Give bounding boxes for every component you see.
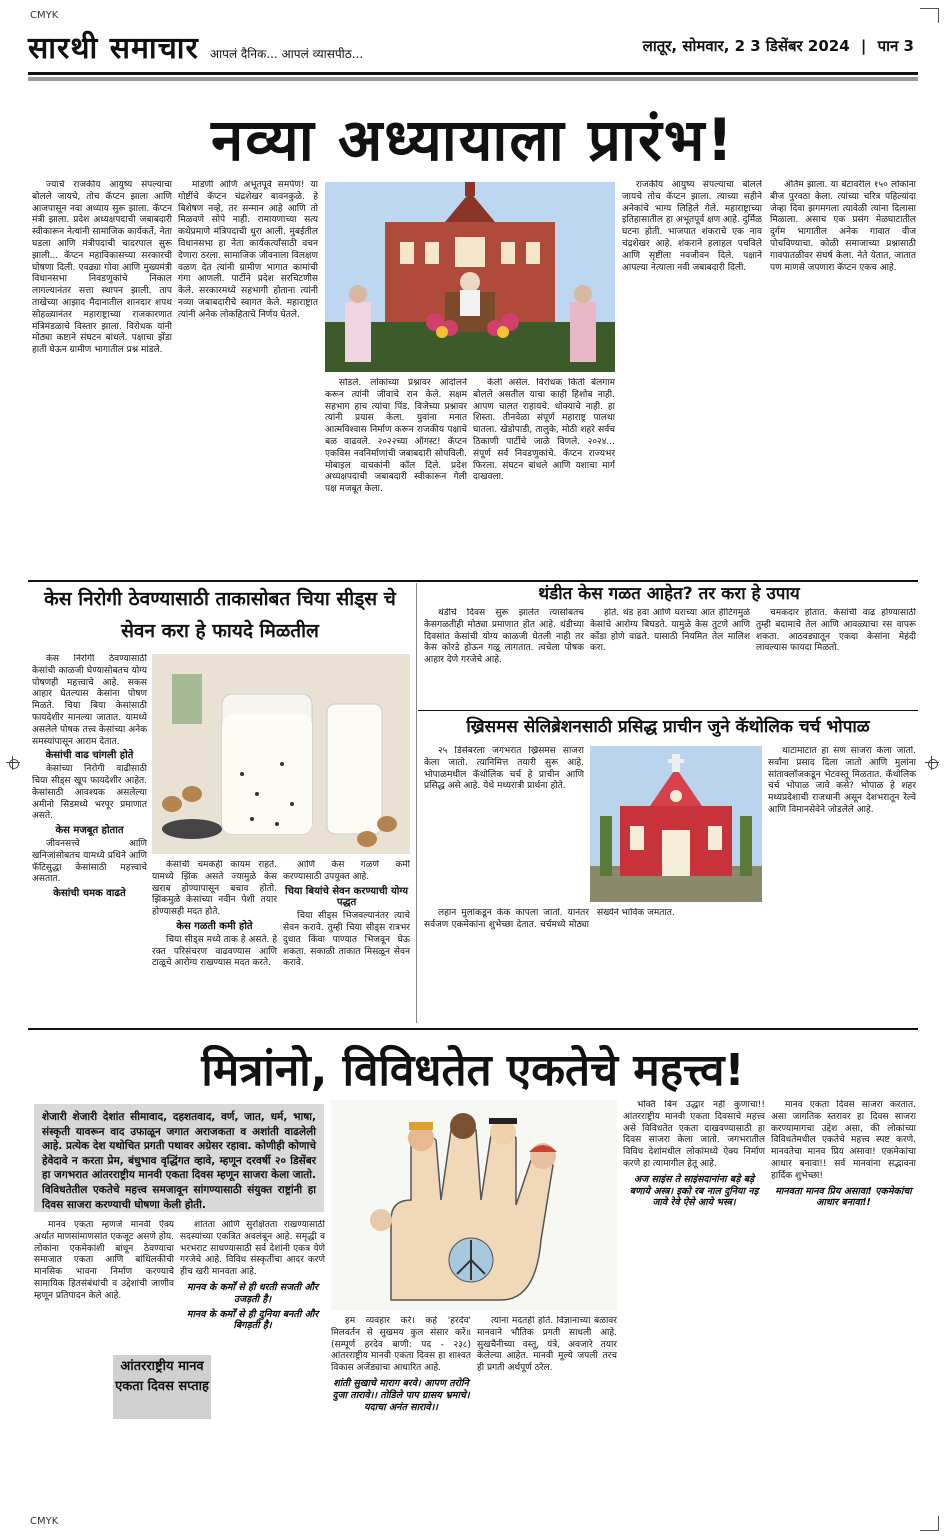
chia-text: केसांची चमकही कायम राहते. यामध्ये झिंक असते ज्यामुळे केस खराब होण्यापासून बचाव होतो. झिंकमुळे केसांच्या नवीन पेशी तयार होण्यासही मदत होते. xyxy=(152,860,277,918)
chia-text: केसांच्या निरोगी वाढीसाठी चिया सीड्स खूप फायदेशीर आहेत. केसांसाठी आवश्यक असलेल्या अमीनो सिडमध्ये भरपूर प्रमाणात असते. xyxy=(32,764,147,822)
unity-col-2 xyxy=(180,1220,325,1510)
unity-quote: मानव के कर्मों से ही धरती सजती और उजड़ती है। xyxy=(186,1281,319,1305)
corner-mark xyxy=(920,8,939,23)
lead-col-6 xyxy=(770,180,916,575)
cmyk-mark-bottom: CMYK xyxy=(30,1516,59,1527)
unity-quote: शांती सुखाचे माराग बरवे। आपण तरोनि दुजा तारावे।। तोडिले पाप ग्रासय भ्रमाचे। यदाचा अनंत सारावे।। xyxy=(332,1377,470,1413)
chia-drink-illustration xyxy=(152,654,410,854)
cold-text: होते. थंड हवा आणि घराच्या आत हीटिंगमुळे केसांचे आरोग्य बिघडते. यामुळे केस तुटणे आणि कोंडा होणे वाढते. यासाठी नियमित तेल मालिश करा. xyxy=(590,608,750,654)
dateline: लातूर, सोमवार, 2 3 डिसेंबर 2024 | पान 3 xyxy=(642,37,914,55)
lead-col-3 xyxy=(325,378,467,575)
lead-text: राजकीय आयुष्य संपल्याचा बोलले जायचे तोच कॅप्टन झाला. त्याच्या सहीने अनेकांचे भाग्य लिहिले गेले. महाराष्ट्राच्या इतिहासातील हा अभूतपूर्व क्षण आहे. दुर्मिळ घटना होती. भाजपात शंकराचे एक नाव चंद्रशेखर आहे. शंकराने हलाहल पचविले आणि सृष्टीला नवजीवन दिले. पक्षाने आपल्या नेत्याला नवी जबाबदारी दिली. xyxy=(622,180,762,273)
cold-text: थंडीचे दिवस सुरू झालेत त्यासोबतच केसगळतीही मोठ्या प्रमाणात होत आहे. थंडीच्या दिवसांत केसांची योग्य काळजी घेतली नाही तर केस कोरडे होऊन गळू लागतात. त्वचेला पोषक आहार देणे गरजेचे आहे. xyxy=(424,608,584,666)
chia-col-2 xyxy=(152,860,277,1025)
church-col-2 xyxy=(424,908,762,1024)
unity-text: शांतता आणि सुरक्षितता राखण्यासाठी सदस्यांच्या एकत्रित अवलंबून आहे. समृद्धी व भरभराट साधण्यासाठी सर्व देशांनी एकत्र येणे गरजेचे आहे. विविध संस्कृतींचा आदर करणे हीच खरी मानवता आहे. xyxy=(180,1220,325,1278)
chia-photo xyxy=(152,654,410,854)
church-text: २५ डिसेंबरला जगभरात ख्रिसमस साजरा केला जातो. त्यानिमित्त तयारी सुरू आहे. भोपाळमधील कॅथोलिक चर्च हे प्राचीन आणि प्रसिद्ध असे आहे. येथे मध्यरात्री प्रार्थना होते. xyxy=(424,746,584,792)
church-col-1 xyxy=(424,746,584,856)
hand-unity-illustration xyxy=(331,1100,617,1310)
chia-text: आणि केस गळणे कमी करण्यासाठी उपयुक्त आहे. xyxy=(283,860,410,882)
masthead-rule-gray xyxy=(28,77,918,81)
column-rule xyxy=(416,583,417,1023)
chia-subhead: केस गळती कमी होते xyxy=(176,920,253,932)
date: लातूर, सोमवार, 2 3 डिसेंबर 2024 xyxy=(642,37,850,55)
church-text: लहान मुलांकडून केक कापला जातो. यानंतर सर्वजण एकमेकांना शुभेच्छा देतात. चर्चमध्ये मोठ्या संख्येने भाविक जमतात. xyxy=(424,908,675,930)
unity-sidebox: आंतरराष्ट्रीय मानव एकता दिवस सप्ताह xyxy=(113,1355,211,1419)
lead-text: ज्याचे राजकीय आयुष्य संपल्याचा बोलले जायचे, तोच कॅप्टन झाला आणि आजपासून नवा अध्याय सुरू झाला. कॅप्टन मंत्री झाला. प्रदेश अध्यक्षपदाची जबाबदारी स्वीकारून नेत्यांनी सामाजिक कार्यकर्ते, नेता घडला आणि मंत्रीपदाची चादरपाल सुरू झाली... कॅप्टन महाविकासच्या सरकारची घोषणा दिली. एवढ्या गोवा आणि मुख्यमंत्री विधानसभा निवडणुकांचे निकाल लागल्यानंतर सत्ता स्थापन झाली. ताप ताखेच्या आझाद मैदानातील शानदार शपथ सोहळ्यानंतर महाराष्ट्राच्या राजकारणात मंत्रिमंडळाचे विस्तार झाला. विरोधक यांनी मोठ्या कष्टाने संघटन बांधले. पक्षाचा झेंडा हाती घेऊन ग्रामीण भागातील प्रश्न मांडले. xyxy=(32,180,172,356)
lead-col-5 xyxy=(622,180,762,575)
cold-col-3 xyxy=(756,608,916,708)
lead-col-1 xyxy=(32,180,172,575)
section-divider xyxy=(28,580,918,582)
masthead xyxy=(28,26,918,70)
cold-text: चमकदार होतात. केसांची वाढ होण्यासाठी तुम्ही बदामाचे तेल आणि आवळ्याचा रस वापरू शकता. आठवड्यातून एकदा केसांना मेहंदी लावल्यास फायदा मिळतो. xyxy=(756,608,916,654)
chia-text: चिया सीड्स भिजवल्यानंतर त्याचे सेवन करावे. तुम्ही चिया सीड्स रात्रभर दुधात किंवा पाण्यात भिजवून घेऊ शकता. सकाळी ताकात मिसळून सेवन करावे. xyxy=(283,911,410,969)
chia-text: केस निरोगी ठेवण्यासाठी केसांची काळजी घेण्यासोबतच योग्य पोषणही महत्त्वाचे आहे. सकस आहार घेतल्यास केसांना पोषण मिळते. चिया बिया केसांसाठी फायदेशीर मानल्या जातात. यामध्ये असलेले पोषक तत्त्व केसांच्या अनेक समस्यांपासून आराम देतात. xyxy=(32,654,147,747)
lead-col-2 xyxy=(178,180,318,575)
lead-photo-illustration xyxy=(325,182,615,372)
section-divider xyxy=(418,710,918,711)
church-headline: ख्रिसमस सेलिब्रेशनसाठी प्रसिद्ध प्राचीन जुने कॅथोलिक चर्च भोपाळ xyxy=(466,717,870,737)
church-col-3 xyxy=(768,746,916,1024)
chia-headline: केस निरोगी ठेवण्यासाठी ताकासोबत चिया सीड्स चे सेवन करा हे फायदे मिळतील xyxy=(44,588,396,642)
unity-quote: मानवता मानव प्रिय असावा! एकमेकांचा आधार बनावा!! xyxy=(775,1185,912,1209)
unity-text: मानव एकता म्हणजे मानवी ऐक्य अर्थात माणसांमाणसांत एकजूट असणे होय. लोकांना एकमेकांशी बांधून ठेवण्याचा समाजात एकता आणि बांधिलकीची मानसिक भावना निर्माण करण्याचे सामायिक हितसंबंधांची व उद्देशांची जाणीव म्हणून प्रतिपादन केले आहे. xyxy=(34,1220,174,1301)
lead-text: अंतिम झाला. या बेटावरील १५० लोकांना बीज पुरवठा केला. त्यांच्या चरित्र पहिल्यांदा जेव्हा दिवा झगमगला त्यावेळी त्यांना दिलासा मिळाला. असाच एक प्रसंग मेळघाटातील दुर्गम भागातील अनेक गावात वीज पोचविण्याचा. कोळी समाजाच्या प्रश्नासाठी गावपातळीवर संघर्ष केला. नेते येतात, जातात पण माणसे जपणारा कॅप्टन एकच आहे. xyxy=(770,180,916,273)
cold-headline: थंडीत केस गळत आहेत? तर करा हे उपाय xyxy=(538,584,800,604)
lead-text: सोडले. लोकांच्या प्रश्नावर आंदोलने करून त्यांनी जीवाचे रान केले. सक्षम सहभाग हाच त्यांचा पिंड. विजेच्या प्रश्नावर त्यांनी प्रयास केला. युवांना मनात आत्मविश्वास निर्माण करून राजकीय पक्षाचे बळ वाढवले. २०२२च्या ऑगस्ट! कॅप्टन एकविस नवनिर्माणांची जबाबदारी सोपविली. मोबाइल वाचकांनी कॉल दिले. प्रदेश अध्यक्षपदाची जबाबदारी स्वीकारून गेली पक्ष मजबूत केला. xyxy=(325,378,467,495)
section-divider xyxy=(28,1028,918,1030)
unity-text: भक्ति बिन उद्धार नहीं कुणाचा!! आंतरराष्ट्रीय मानवी एकता दिवसाचे महत्त्व असे विविधतेत एकता दाखवण्यासाठी हा दिवस साजरा केला जातो. जगभरातील विविध देशांमधील लोकांमध्ये ऐक्य निर्माण करणे हा त्यामागील हेतू आहे. xyxy=(623,1100,765,1169)
newspaper-logo: सारथी समाचार xyxy=(28,31,199,66)
chia-subhead: केसांची चमक वाढते xyxy=(53,888,126,900)
unity-text: मानव एकता दिवस साजरा करतात. असा जागतिक स्तरावर हा दिवस साजरा करण्यामागचा उद्देश असा, की लोकांच्या विविधतेमधील एकतेचे महत्त्व स्पष्ट करणे. मानवतेचा मानव प्रिय असावा! एकमेकांचा आधार बनावा!! सर्व मानवांना सद्भावना हार्दिक शुभेच्छा! xyxy=(771,1100,916,1181)
cold-col-2 xyxy=(590,608,750,708)
crosshair-icon xyxy=(925,756,939,770)
unity-col-4 xyxy=(477,1316,617,1516)
unity-text: त्यांना मदतही होते. विज्ञानाच्या बळावर मानवाने भौतिक प्रगती साधली आहे. सुखचैनीच्या वस्तू, यंत्रे, अवजारे तयार केलेल्या आहेत. मानवी मूल्ये जपली तरच ही प्रगती अर्थपूर्ण ठरेल. xyxy=(477,1316,617,1374)
chia-subhead: केसांची वाढ चांगली होते xyxy=(45,750,134,762)
unity-quote: मानव के कर्मों से ही दुनिया बनती और बिगड़ती है। xyxy=(186,1308,319,1332)
unity-quote: अज साइंस ते साइंसदानांना बड़े बड़े बणाये अस्त्र। इको रब नाल दुनिया नइ जावे रेवे ऐसे आये भस्त्र। xyxy=(629,1173,759,1209)
chia-col-3 xyxy=(283,860,410,1025)
lead-photo xyxy=(325,182,615,372)
lead-text: केली असेल. विरोधक किती बेलगाम बोलले असतील याचा काही हिशोब नाही. आपण चालत राहायचे. धोक्याचे नाही. हा शिस्ता. तीनवेळा संपूर्ण महाराष्ट्र पालथा घातला. खेडोपाडी, तालुके, मोठी शहरे सर्वच ठिकाणी पार्टीचे जाळे विणले. २०२४... संपूर्ण सर्व निवडणुकांचे. कॅप्टन राज्यभर फिरला. संघटन बांधले आणि यशाचा मार्ग दाखवला. xyxy=(473,378,615,483)
unity-col-6 xyxy=(771,1100,916,1516)
cold-col-1 xyxy=(424,608,584,708)
page-number: पान 3 xyxy=(877,37,914,55)
unity-text: हम व्यवहार करें। कहे 'हरदेव' मिलवर्तन से सुखमय कुल संसार करें॥ (सम्पूर्ण हरदेव बाणी: पद - २३८) आंतरराष्ट्रीय मानवी एकता दिवस हा शाश्वत विकास अजेंड्याचा आधारित आहे. xyxy=(331,1316,471,1374)
chia-subhead: केस मजबूत होतात xyxy=(55,825,124,837)
unity-headline: मित्रांनो, विविधतेत एकतेचे महत्त्व! xyxy=(201,1045,745,1096)
tagline: आपलं दैनिक... आपलं व्यासपीठ... xyxy=(209,47,364,61)
crosshair-icon xyxy=(6,756,20,770)
chia-text: चिया सीड्स मध्ये ताक हे असते. हे रक्त परिसंचरण वाढवण्यास आणि टाळूचे आरोग्य राखण्यास मदत करते. xyxy=(152,934,277,969)
chia-text: जीवनसत्त्वे आणि खनिजांसोबतच यामध्ये प्रथिने आणि फॅटिसुद्धा केसांसाठी महत्त्वाचे असतात. xyxy=(32,838,147,885)
chia-col-1 xyxy=(32,654,147,1024)
church-text: थाटामाटात हा सण साजरा केला जातो. सर्वांना प्रसाद दिला जातो आणि मुलांना सांताक्लॉजकडून भेटवस्तू मिळतात. कॅथोलिक चर्च भोपाळ जावे कसे? भोपाळ हे शहर मध्यप्रदेशाची राजधानी असून देशभरातून रेल्वे आणि विमानसेवेने जोडलेले आहे. xyxy=(768,746,916,815)
lead-col-4 xyxy=(473,378,615,575)
cmyk-mark-top: CMYK xyxy=(30,10,59,21)
unity-illustration xyxy=(331,1100,617,1310)
lead-headline: नव्या अध्यायाला प्रारंभ! xyxy=(211,106,735,174)
lead-text: मांडणी आणि अभूतपूर्व समर्पण! या गोष्टींचे कॅप्टन चंद्रशेखर बावनकुळे. हे बिशेषण नव्हे, तर सन्मान आहे आणि तो मिळवणे सोपे नाही. रामायणाच्या सत्य कथेप्रमाणे मंत्रिपदाची धुरा आली. मुंबईतील विधानसभा हा नेता कार्यकर्त्यांसाठी वचन देणारा ठरला. सामाजिक जीवनाला विलक्षण वळण देत त्यांनी ग्रामीण भागात कामांची गंगा आणली. पार्टीने प्रदेश सरचिटणीस केले. सरकारमध्ये सहभागी होताना त्यांनी नव्या जबाबदारीचे स्वागत केले. महाराष्ट्रात त्यांनी अनेक लोकहिताचे निर्णय घेतले. xyxy=(178,180,318,320)
church-photo xyxy=(590,746,762,902)
unity-col-5 xyxy=(623,1100,765,1516)
masthead-rule xyxy=(28,72,918,75)
chia-subhead: चिया बियांचे सेवन करण्याची योग्य पद्धत xyxy=(284,885,408,909)
church-illustration xyxy=(590,746,762,902)
unity-intro: शेजारी शेजारी देशांत सीमावाद, दहशतवाद, वर्ण, जात, धर्म, भाषा, संस्कृती यावरून वाद उफाळून जगात अराजकता व अशांती वाढलेली आहे. प्रत्येक देश यथोचित प्रगती पथावर अग्रेसर रहावा. कोणीही कोणाचे हेवेदावे न करता प्रेम, बंधुभाव वृद्धिंगत व्हावे, म्हणून दरवर्षी २० डिसेंबर हा जगभरात आंतरराष्ट्रीय मानवी एकता दिवस म्हणून साजरा केला जातो. विविधतेतील एकतेचे महत्त्व समजावून सांगण्यासाठी संयुक्त राष्ट्रांनी हा दिवस साजरा करण्याची घोषणा केली होती. xyxy=(34,1104,324,1212)
unity-col-3 xyxy=(331,1316,471,1516)
corner-mark xyxy=(920,1516,939,1531)
